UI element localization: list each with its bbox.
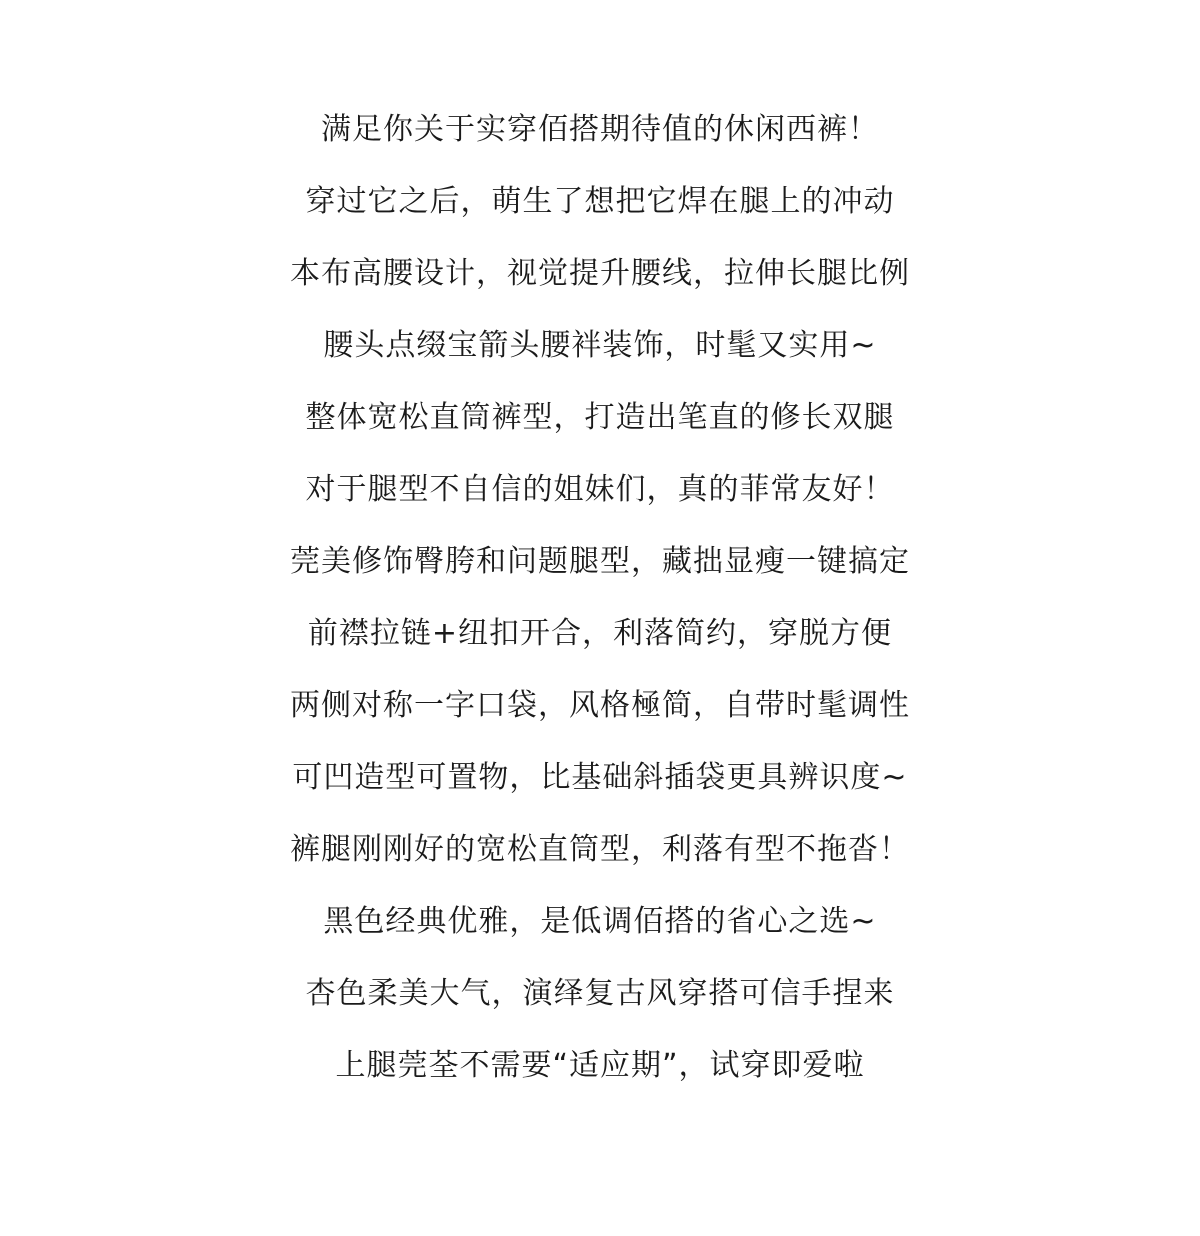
description-line: 可凹造型可置物，比基础斜插袋更具辨识度~ — [292, 760, 908, 795]
description-line: 穿过它之后，萌生了想把它焊在腿上的冲动 — [305, 184, 895, 219]
description-line: 本布高腰设计，视觉提升腰线，拉伸长腿比例 — [290, 256, 910, 291]
description-line: 上腿莞荃不需要“适应期”，试穿即爱啦 — [335, 1048, 865, 1083]
description-line: 裤腿刚刚好的宽松直筒型，利落有型不拖沓！ — [290, 832, 910, 867]
description-line: 前襟拉链+纽扣开合，利落简约，穿脱方便 — [307, 616, 893, 651]
description-line: 两侧对称一字口袋，风格極简，自带时髦调性 — [290, 688, 910, 723]
description-line: 黑色经典优雅，是低调佰搭的省心之选~ — [323, 904, 877, 939]
description-line: 满足你关于实穿佰搭期待值的休闲西裤！ — [321, 112, 879, 147]
description-line: 腰头点缀宝箭头腰袢装饰，时髦又实用~ — [323, 328, 877, 363]
description-line: 杏色柔美大气，演绎复古风穿搭可信手捏来 — [305, 976, 895, 1011]
description-line: 整体宽松直筒裤型，打造出笔直的修长双腿 — [305, 400, 895, 435]
description-line: 莞美修饰臀胯和问题腿型，藏拙显瘦一键搞定 — [290, 544, 910, 579]
description-lines — [0, 94, 1200, 1102]
description-line: 对于腿型不自信的姐妹们，真的菲常友好！ — [305, 472, 895, 507]
